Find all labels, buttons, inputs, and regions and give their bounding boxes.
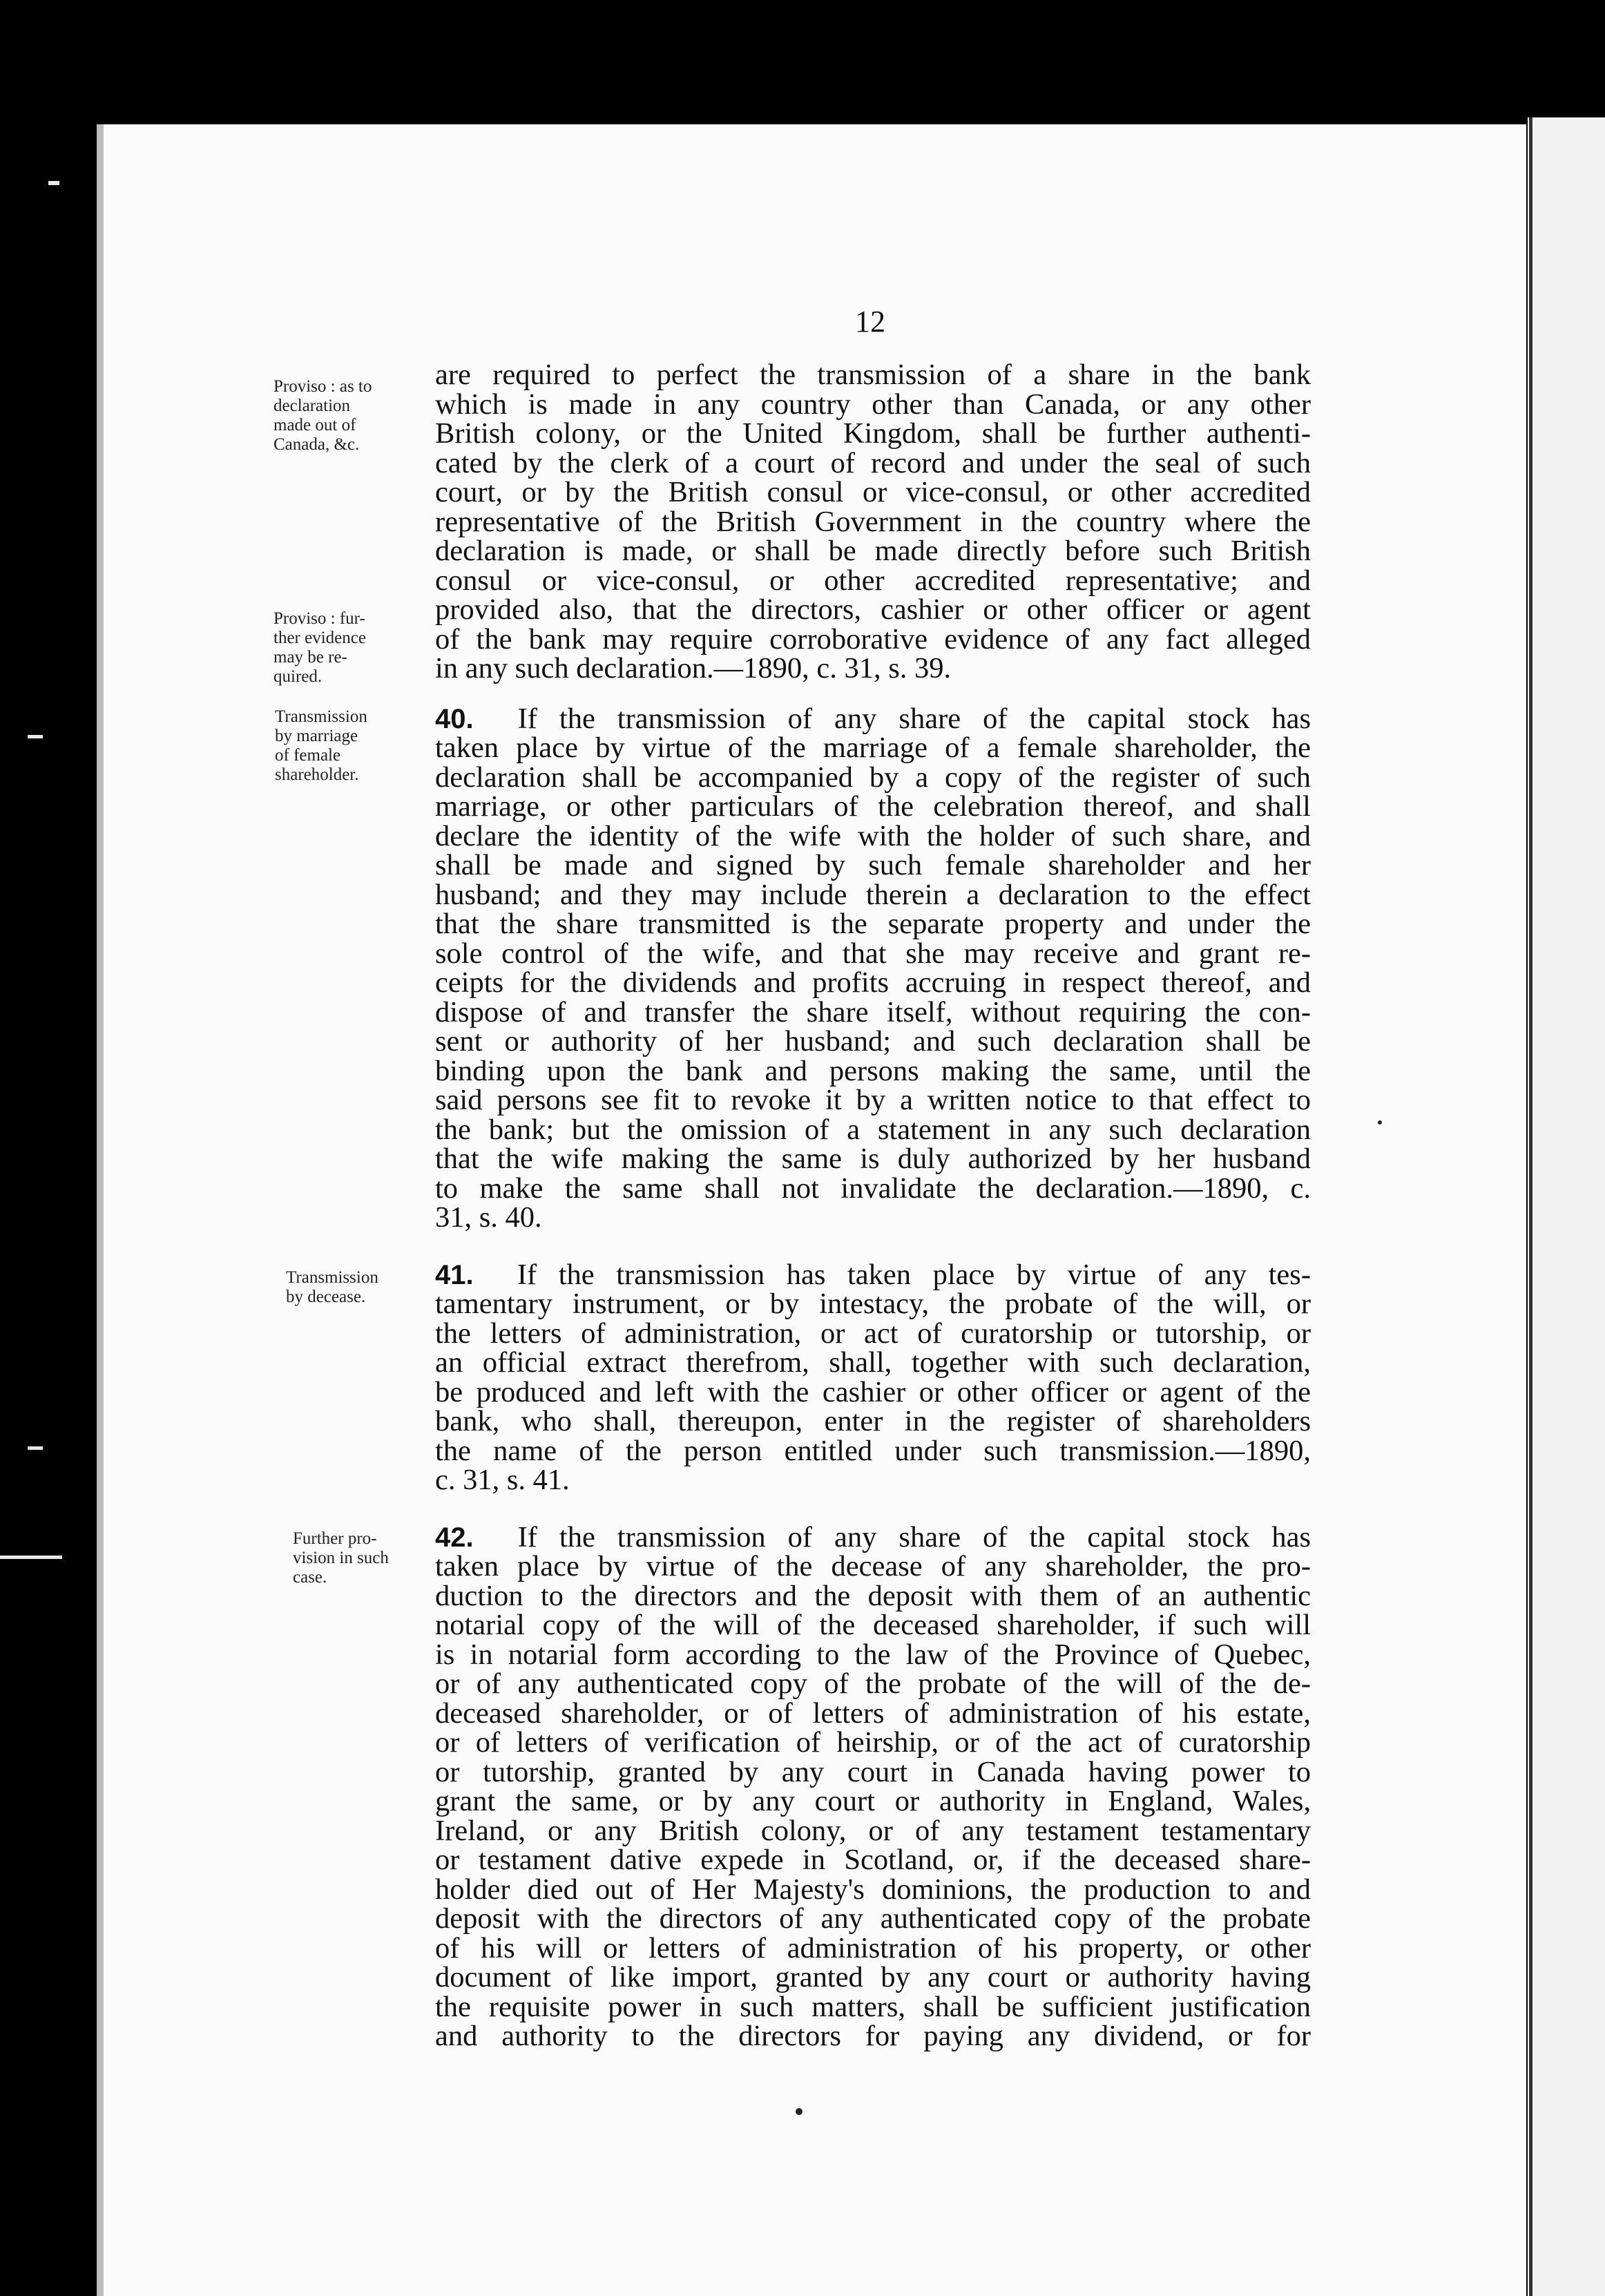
margin-note-further-provision: Further pro- vision in such case. [293,1529,389,1587]
text-line: said persons see fit to revoke it by a written notice to that effect to [435,1084,1311,1116]
text-line: deceased shareholder, or of letters of administration of his estate, [435,1696,1311,1730]
text-line: of his will or letters of administration of his property, or other [435,1931,1311,1964]
scan-speck [48,181,59,185]
text-line: document of like import, granted by any court or authority having [435,1961,1311,1993]
text-line: British colony, or the United Kingdom, shall be further authenti- [435,417,1311,450]
text-line: declare the identity of the wife with the holder of such share, and [435,819,1311,852]
section-40 [435,702,1311,1234]
text-line: or tutorship, granted by any court in Canada having power to [435,1755,1311,1788]
scan-speck [28,735,43,738]
margin-note-transmission-marriage: Transmission by marriage of female shareholder. [275,707,367,784]
page-edge-line [1529,117,1532,2296]
text-line: c. 31, s. 41. [435,1464,570,1496]
text-line: cated by the clerk of a court of record and under the seal of such [435,446,1311,479]
text-line: sent or authority of her husband; and such declaration shall be [435,1025,1311,1058]
text-line: notarial copy of the will of the deceased shareholder, if such will [435,1609,1311,1641]
page-number: 12 [855,305,885,338]
text-line: that the share transmitted is the separate property and under the [435,908,1311,940]
text-line: the letters of administration, or act of curatorship or tutorship, or [435,1317,1311,1350]
section-number: 40. [435,703,474,734]
text-line: provided also, that the directors, cashier or other officer or agent [435,593,1311,626]
text-line: or of letters of verification of heirship, or of the act of curatorship [435,1726,1311,1759]
text-line: binding upon the bank and persons making the same, until the [435,1054,1311,1087]
text-line: marriage, or other particulars of the celebration thereof, and shall [435,790,1311,823]
section-42 [435,1520,1311,2052]
text-line: that the wife making the same is duly authorized by her husband [435,1142,1311,1175]
text-line: taken place by virtue of the decease of any shareholder, the pro- [435,1550,1311,1582]
paragraph-continued [435,358,1311,685]
text-line: bank, who shall, thereupon, enter in the register of shareholders [435,1405,1311,1437]
section-number: 42. [435,1522,474,1553]
text-line: deposit with the directors of any authenticated copy of the probate [435,1902,1311,1935]
text-line: court, or by the British consul or vice-consul, or other accredited [435,476,1311,508]
text-line: If the transmission has taken place by virtue of any tes- [517,1258,1311,1291]
text-line: or of any authenticated copy of the probate of the will of the de- [435,1667,1311,1700]
text-line: Ireland, or any British colony, or of any testament testamentary [435,1814,1311,1847]
text-line: an official extract therefrom, shall, together with such declaration, [435,1346,1311,1379]
text-line: tamentary instrument, or by intestacy, the probate of the will, or [435,1288,1311,1320]
text-line: the name of the person entitled under such transmission.—1890, [435,1434,1311,1467]
margin-note-transmission-decease: Transmission by decease. [286,1268,378,1306]
text-line: declaration is made, or shall be made directly before such British [435,535,1311,567]
margin-note-proviso-evidence: Proviso : fur- ther evidence may be re- quired. [273,609,366,686]
text-line: If the transmission of any share of the capital stock has [517,1520,1311,1553]
text-line: of the bank may require corroborative evidence of any fact alleged [435,622,1311,656]
text-line: sole control of the wife, and that she may receive and grant re- [435,937,1311,970]
text-line: grant the same, or by any court or authority in England, Wales, [435,1785,1311,1817]
scan-speck [0,1556,62,1559]
text-line: holder died out of Her Majesty's dominions, the production to and [435,1873,1311,1906]
section-number: 41. [435,1259,474,1290]
text-line: are required to perfect the transmission of a share in the bank [435,358,1311,391]
text-line: is in notarial form according to the law of the Province of Quebec, [435,1638,1311,1671]
text-line: be produced and left with the cashier or other officer or agent of the [435,1375,1311,1408]
text-line: If the transmission of any share of the capital stock has [517,702,1311,735]
scan-dot [1378,1120,1382,1125]
text-line: to make the same shall not invalidate the declaration.—1890, c. [435,1171,1311,1205]
text-line: duction to the directors and the deposit with them of an authentic [435,1579,1311,1612]
text-line: shall be made and signed by such female shareholder and her [435,849,1311,881]
text-line: the bank; but the omission of a statement in any such declaration [435,1113,1311,1146]
text-line: or testament dative expede in Scotland, or, if the deceased share- [435,1844,1311,1876]
margin-note-proviso-declaration: Proviso : as to declaration made out of Canada, &c. [273,377,372,454]
next-page-edge [1528,117,1605,2296]
text-line: declaration shall be accompanied by a copy of the register of such [435,760,1311,794]
text-line: representative of the British Government in the country where the [435,505,1311,538]
text-line: consul or vice-consul, or other accredited representative; and [435,564,1311,597]
text-line: and authority to the directors for paying any dividend, or for [435,2020,1311,2052]
text-line: husband; and they may include therein a declaration to the effect [435,878,1311,911]
scan-speck [28,1446,43,1450]
scan-dot [796,2108,802,2115]
text-line: taken place by virtue of the marriage of a female shareholder, the [435,731,1311,764]
text-line: the requisite power in such matters, shall be sufficient justification [435,1990,1311,2023]
text-line: in any such declaration.—1890, c. 31, s. 39. [435,652,952,685]
text-line: ceipts for the dividends and profits accruing in respect thereof, and [435,966,1311,999]
statute-text [435,358,1311,2052]
section-41 [435,1258,1311,1496]
text-line: which is made in any country other than Canada, or any other [435,388,1311,421]
text-line: 31, s. 40. [435,1201,542,1234]
text-line: dispose of and transfer the share itself, without requiring the con- [435,995,1311,1029]
